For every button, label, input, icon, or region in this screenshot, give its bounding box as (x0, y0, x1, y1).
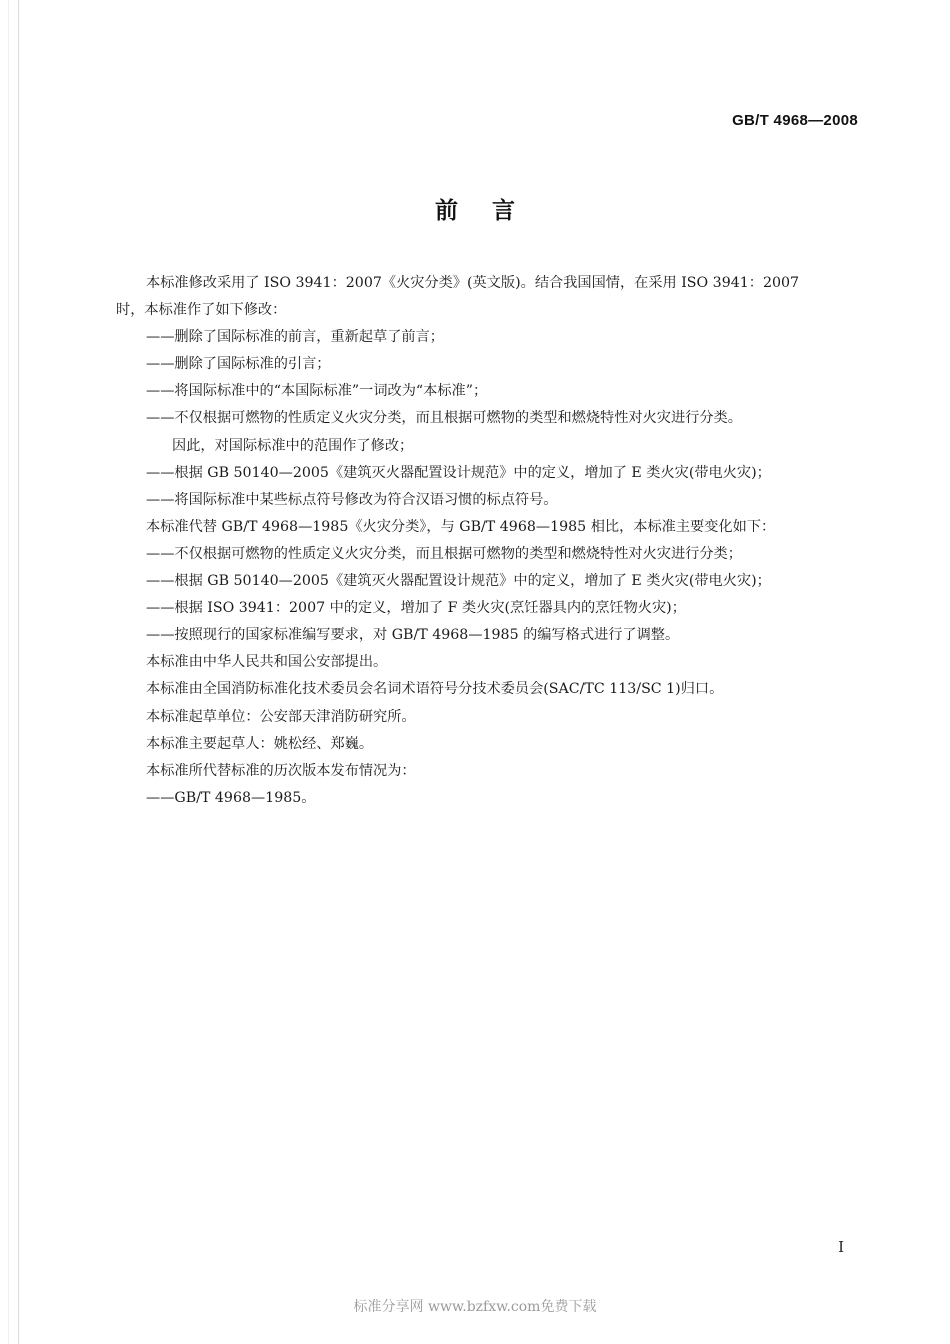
standard-number: GB/T 4968—2008 (732, 112, 858, 129)
list-item: ——根据 GB 50140—2005《建筑灭火器配置设计规范》中的定义，增加了 E 类火灾(带电火灾)； (146, 573, 771, 590)
paragraph-line: 本标准修改采用了 ISO 3941：2007《火灾分类》(英文版)。结合我国国情，在采用 ISO 3941：2007 (146, 275, 800, 291)
page-number: I (838, 1238, 844, 1256)
paragraph-line: 本标准由中华人民共和国公安部提出。 (146, 654, 388, 671)
document-body (116, 270, 861, 812)
list-item: ——将国际标准中某些标点符号修改为符合汉语习惯的标点符号。 (146, 491, 558, 508)
list-item: ——根据 ISO 3941：2007 中的定义，增加了 F 类火灾(烹饪器具内的烹饪物火灾)； (146, 600, 686, 617)
list-item: ——删除了国际标准的前言，重新起草了前言； (146, 329, 444, 346)
list-item: ——按照现行的国家标准编写要求，对 GB/T 4968—1985 的编写格式进行了调整。 (146, 627, 680, 644)
paragraph-line: 本标准主要起草人：姚松经、郑巍。 (146, 735, 374, 752)
paragraph-line: 时，本标准作了如下修改： (116, 302, 287, 319)
page-title: 前言 (435, 198, 549, 224)
paragraph-line: 本标准所代替标准的历次版本发布情况为： (146, 762, 416, 779)
list-item: ——GB/T 4968—1985。 (146, 789, 316, 806)
list-item: ——将国际标准中的“本国际标准”一词改为“本标准”； (146, 383, 488, 400)
watermark-text: 标准分享网 www.bzfxw.com免费下载 (353, 1299, 597, 1315)
paragraph-line: 本标准代替 GB/T 4968—1985《火灾分类》，与 GB/T 4968—1985 相比，本标准主要变化如下： (146, 518, 776, 535)
list-item: ——删除了国际标准的引言； (146, 356, 331, 373)
list-item: ——不仅根据可燃物的性质定义火灾分类，而且根据可燃物的类型和燃烧特性对火灾进行分类； (146, 545, 742, 562)
list-item: ——不仅根据可燃物的性质定义火灾分类，而且根据可燃物的类型和燃烧特性对火灾进行分类。 (146, 410, 742, 427)
list-item-continuation: 因此，对国际标准中的范围作了修改； (172, 437, 414, 454)
list-item: ——根据 GB 50140—2005《建筑灭火器配置设计规范》中的定义，增加了 E 类火灾(带电火灾)； (146, 464, 771, 481)
paragraph-line: 本标准起草单位：公安部天津消防研究所。 (146, 708, 416, 725)
paragraph-line: 本标准由全国消防标准化技术委员会名词术语符号分技术委员会(SAC/TC 113/SC 1)归口。 (146, 681, 724, 698)
